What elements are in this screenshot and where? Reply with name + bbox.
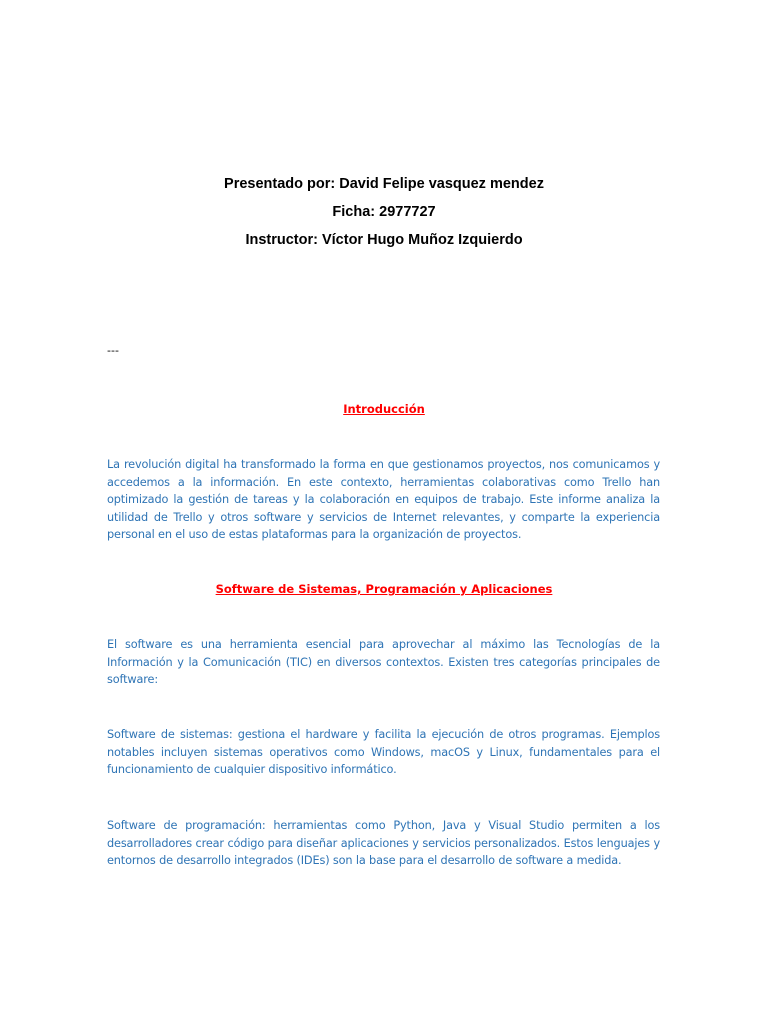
intro-heading: Introducción — [343, 402, 425, 416]
software-heading: Software de Sistemas, Programación y Aplicaciones — [215, 582, 553, 596]
intro-paragraph: La revolución digital ha transformado la forma en que gestionamos proyectos, nos comunicamos y accedemos a la información. En este contexto, herramientas colaborativas como Trello han optimizado la gestión de tareas y la colaboración en equipos de trabajo. Este informe analiza la utilidad de Trello y otros software y servicios de Internet relevantes, y comparte la experiencia personal en el uso de estas plataformas para la organización de proyectos. — [107, 458, 660, 542]
programming-software-paragraph: Software de programación: herramientas como Python, Java y Visual Studio permiten a los desarrolladores crear código para diseñar aplicaciones y servicios personalizados. Estos lenguajes y entornos de desarrollo integrados (IDEs) son la base para el desarrollo de software a medida. — [107, 819, 660, 868]
software-intro-paragraph: El software es una herramienta esencial para aprovechar al máximo las Tecnologías de la Información y la Comunicación (TIC) en diversos contextos. Existen tres categorías principales de software: — [107, 638, 660, 687]
separator: --- — [107, 344, 119, 357]
presenter-line: Presentado por: David Felipe vasquez mendez — [224, 176, 544, 192]
systems-software-paragraph: Software de sistemas: gestiona el hardware y facilita la ejecución de otros programas. Ejemplos notables incluyen sistemas operativos como Windows, macOS y Linux, fundamentales para el funcionamiento de cualquier dispositivo informático. — [107, 728, 660, 777]
ficha-line: Ficha: 2977727 — [332, 204, 436, 220]
instructor-line: Instructor: Víctor Hugo Muñoz Izquierdo — [245, 232, 523, 248]
